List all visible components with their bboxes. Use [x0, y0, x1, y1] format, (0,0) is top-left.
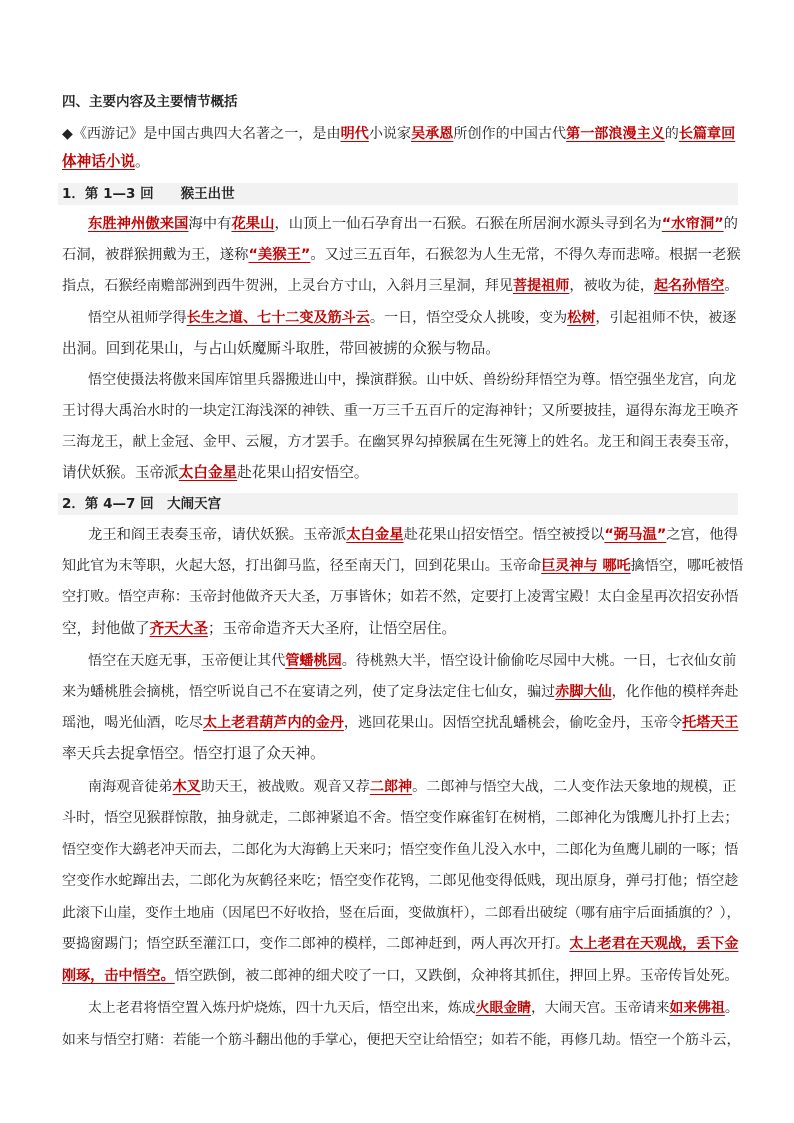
intro-line-2 — [62, 152, 150, 172]
paragraph-line: 如来与悟空打赌：若能一个筋斗翻出他的手掌心，便把天空让给悟空；如若不能，再修几劫。悟空一个筋斗云， — [62, 1032, 741, 1048]
bullet-icon: ◆ — [62, 126, 73, 142]
paragraph-line: 来为蟠桃胜会摘桃，悟空听说自己不在宴请之列，使了定身法定住七仙女，骗过赤脚大仙，化作他的模样奔赴 — [62, 684, 739, 700]
paragraph-line: 悟空使摄法将傲来国库馆里兵器搬进山中，操演群猴。山中妖、兽纷纷拜悟空为尊。悟空强坐龙宫，向龙 — [88, 372, 737, 388]
paragraph-line: 王讨得大禹治水时的一块定江海浅深的神铁、重一万三千五百斤的定海神针；又所要披挂，逼得东海龙王唤齐 — [62, 403, 739, 419]
paragraph-line: 请伏妖猴。玉帝派太白金星赴花果山招安悟空。 — [62, 464, 369, 481]
paragraph-line: 知此官为末等职，火起大怒，打出御马监，径至南天门，回到花果山。玉帝命巨灵神与 哪吒擒悟空，哪吒被悟 — [62, 558, 744, 574]
intro-text: 所创作的中国古代 — [453, 126, 567, 142]
paragraph-line: 空打败。悟空声称：玉帝封他做齐天大圣，万事皆休；如若不然，定要打上凌霄宝殿！太白金星再次招安孙悟 — [62, 589, 739, 605]
paragraph-line: 出洞。回到花果山，与占山妖魔厮斗取胜，带回被掳的众猴与物品。 — [62, 340, 500, 357]
paragraph-line: 斗时，悟空见猴群惊散，抽身就走，二郎神紧追不舍。悟空变作麻雀钉在树梢，二郎神化为饿鹰儿扑打上去； — [62, 810, 739, 826]
keyword: 明代 — [340, 126, 369, 142]
paragraph-line: 率天兵去捉拿悟空。悟空打退了众天神。 — [62, 745, 325, 762]
paragraph-line: 太上老君将悟空置入炼丹炉烧炼，四十九天后，悟空出来，炼成火眼金睛，大闹天宫。玉帝请来如来佛祖。 — [88, 1000, 739, 1016]
paragraph-line: 空变作水蛇蹿出去，二郎化为灰鹤径来吃；悟空变作花鸨，二郎见他变得低贱，现出原身，弹弓打他；悟空趁 — [62, 873, 739, 889]
paragraph-line: 指点，石猴经南赡部洲到西牛贺洲，上灵台方寸山，入斜月三星洞，拜见菩提祖师，被收为徒，起名孙悟空。 — [62, 278, 739, 294]
paragraph-line: 龙王和阎王表奏玉帝，请伏妖猴。玉帝派太白金星赴花果山招安悟空。悟空被授以“弼马温”之宫，他得 — [88, 527, 738, 543]
paragraph-line: 三海龙王，献上金冠、金甲、云履，方才罢手。在幽冥界勾掉猴属在生死簿上的姓名。龙王和阎王表奏玉帝， — [62, 434, 739, 450]
paragraph-line: 刚琢，击中悟空。悟空跌倒，被二郎神的细犬咬了一口，又跌倒，众神将其抓住，押回上界。玉帝传旨处死。 — [62, 968, 739, 984]
section-heading: 四、主要内容及主要情节概括 — [62, 94, 238, 110]
intro-text: 。 — [134, 153, 150, 170]
paragraph-line: 悟空变作大鹚老冲天而去，二郎化为大海鹤上天来叼；悟空变作鱼儿没入水中，二郎化为鱼鹰儿刷的一啄；悟 — [62, 842, 739, 858]
keyword: 第一部浪漫主义 — [566, 126, 665, 142]
keyword: 长篇章回 — [678, 126, 736, 142]
paragraph-line: 悟空从祖师学得长生之道、七十二变及筋斗云。一日，悟空受众人挑唆，变为松树，引起祖师不快，被逐 — [88, 310, 737, 326]
keyword: 体神话小说 — [62, 153, 135, 170]
paragraph-line: 南海观音徒弟木叉助天王，被战败。观音又荐二郎神。二郎神与悟空大战，二人变作法天象地的规模，正 — [88, 779, 737, 795]
paragraph-line: 要捣窗踢门；悟空跃至灌江口，变作二郎神的模样，二郎神赶到，两人再次开打。太上老君在天观战，丢下金 — [62, 936, 739, 952]
paragraph-line: 空，封他做了齐天大圣；玉帝命造齐天大圣府，让悟空居住。 — [62, 620, 457, 637]
paragraph-line: 此滚下山崖，变作土地庙（因尾巴不好收拾，竖在后面，变做旗杆），二郎看出破绽（哪有庙宇后面插旗的？）， — [62, 905, 741, 921]
section-title: 1．第 1—3 回 猴王出世 — [62, 186, 235, 202]
paragraph-line: 悟空在天庭无事，玉帝便让其代管蟠桃园。待桃熟大半，悟空设计偷偷吃尽园中大桃。一日，七衣仙女前 — [88, 653, 737, 669]
intro-text: 小说家 — [368, 126, 412, 142]
paragraph-line: 石洞，被群猴拥戴为王，遂称“美猴王”。又过三五百年，石猴忽为人生无常，不得久寿而悲啼。根据一老猴 — [62, 247, 741, 263]
intro-text: 《西游记》是中国古典四大名著之一，是由 — [72, 126, 341, 142]
section-title: 2．第 4—7 回 大闹天宫 — [62, 496, 222, 512]
intro-line-1 — [62, 124, 735, 144]
paragraph-line: 东胜神州傲来国海中有花果山，山顶上一仙石孕育出一石猴。石猴在所居涧水源头寻到名为“水帘洞”的 — [88, 216, 738, 232]
paragraph-line: 瑶池，喝光仙酒，吃尽太上老君葫芦内的金丹，逃回花果山。因悟空扰乱蟠桃会，偷吃金丹，玉帝令托塔天王 — [62, 715, 739, 731]
intro-text: 的 — [664, 126, 679, 142]
keyword: 吴承恩 — [411, 126, 454, 142]
